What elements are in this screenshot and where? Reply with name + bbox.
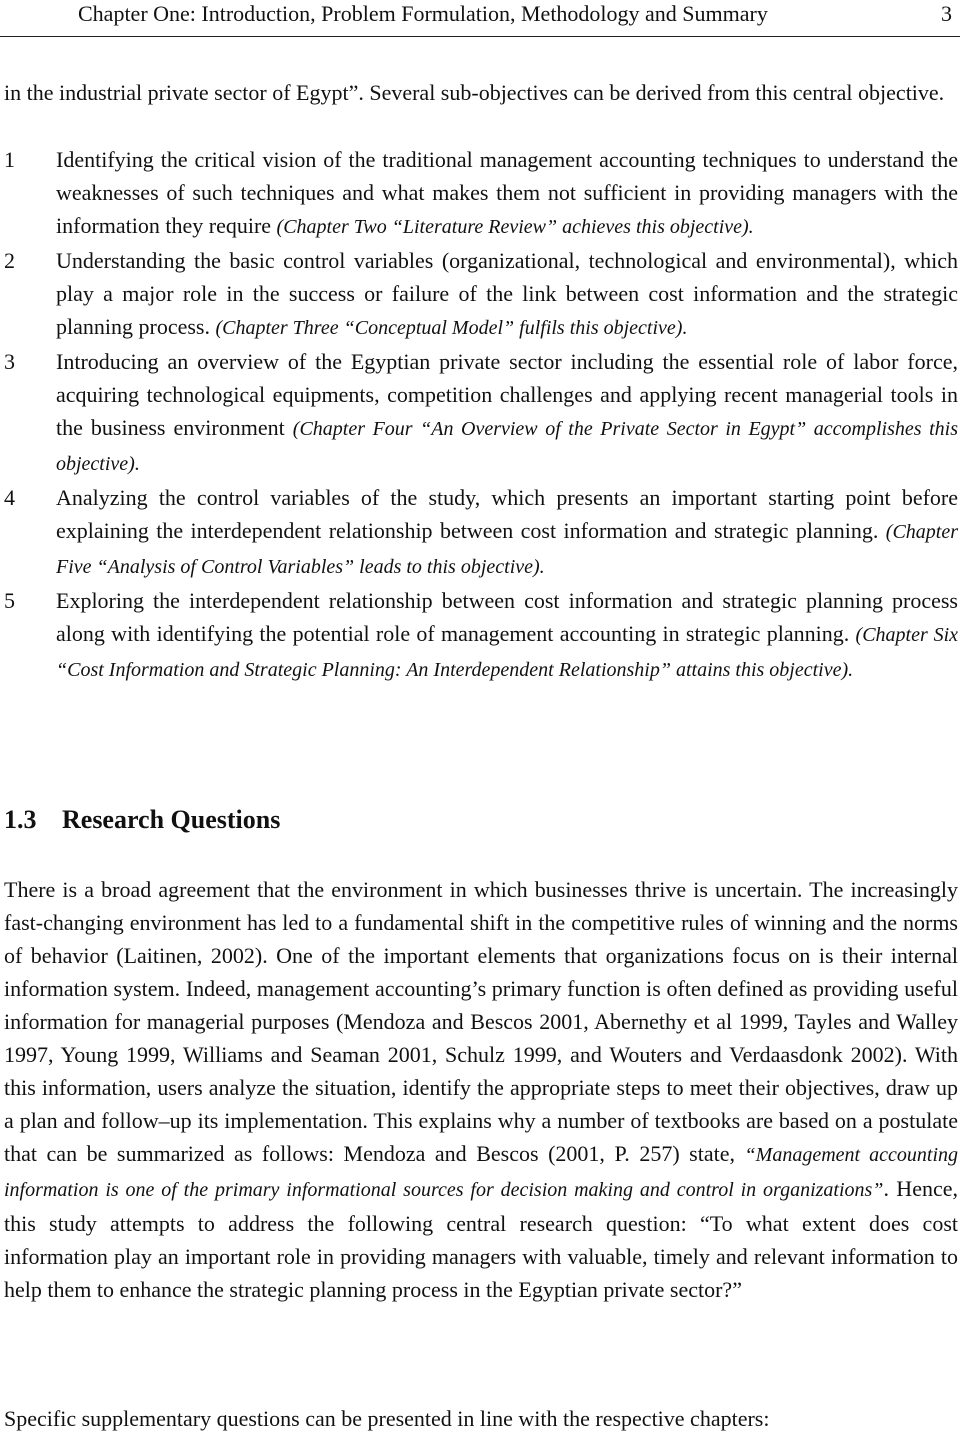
chapter-title: Chapter One: Introduction, Problem Formulation, Methodology and Summary: [78, 1, 768, 26]
objective-item: [4, 584, 958, 687]
objective-number: 5: [4, 588, 15, 613]
research-quote: “Management accounting information is one of the primary informational sources for decision making and control in organizations”: [4, 1144, 958, 1201]
research-paragraph: [4, 873, 958, 1306]
objective-item: [4, 345, 958, 481]
objective-text: Identifying the critical vision of the traditional management accounting techniques to understand the weaknesses of such techniques and what makes them not sufficient in providing managers with the information they require: [56, 147, 958, 238]
research-text-part2: . Hence, this study attempts to address the following central research question: “To what extent does cost information play an important role in providing managers with valuable, timely and relevant information to help them to enhance the strategic planning process in the Egyptian private sector?”: [4, 1176, 958, 1302]
objective-chapter-note: (Chapter Five “Analysis of Control Variables” leads to this objective).: [56, 521, 958, 578]
section-heading: [4, 802, 280, 838]
section-number: 1.3: [4, 805, 37, 834]
objective-text: Introducing an overview of the Egyptian private sector including the essential role of labor force, acquiring technological equipments, competition challenges and applying recent managerial tools in the business environment: [56, 349, 958, 440]
objective-number: 3: [4, 349, 15, 374]
closing-line: Specific supplementary questions can be presented in line with the respective chapters:: [4, 1406, 770, 1431]
page-number: 3: [941, 1, 952, 26]
research-text-part1: There is a broad agreement that the environment in which businesses thrive is uncertain. The increasingly fast-changing environment has led to a fundamental shift in the competitive rules of winning and the norms of behavior (Laitinen, 2002). One of the important elements that organizations focus on is their internal information system. Indeed, management accounting’s primary function is often defined as providing useful information for managerial purposes (Mendoza and Bescos 2001, Abernethy et al 1999, Tayles and Walley 1997, Young 1999, Williams and Seaman 2001, Schulz 1999, and Wouters and Verdaasdonk 2002). With this information, users analyze the situation, identify the appropriate steps to meet their objectives, draw up a plan and follow–up its implementation. This explains why a number of textbooks are based on a postulate that can be summarized as follows: Mendoza and Bescos (2001, P. 257) state,: [4, 877, 958, 1166]
objectives-list: [4, 143, 958, 687]
objective-text: Understanding the basic control variables (organizational, technological and environmental), which play a major role in the success or failure of the link between cost information and the strategic planning process.: [56, 248, 958, 339]
objective-text: Analyzing the control variables of the study, which presents an important starting point before explaining the interdependent relationship between cost information and strategic planning.: [56, 485, 958, 543]
section-title: Research Questions: [62, 805, 281, 834]
objective-number: 2: [4, 248, 15, 273]
objective-item: [4, 143, 958, 244]
lead-paragraph: in the industrial private sector of Egypt”. Several sub-objectives can be derived from this central objective.: [4, 80, 945, 105]
running-header: [0, 0, 960, 37]
objective-number: 1: [4, 147, 15, 172]
objective-chapter-note: (Chapter Four “An Overview of the Private Sector in Egypt” accomplishes this objective).: [56, 418, 958, 475]
objective-item: [4, 244, 958, 345]
objective-chapter-note: (Chapter Six “Cost Information and Strategic Planning: An Interdependent Relationship” attains this objective).: [56, 624, 958, 681]
objective-number: 4: [4, 485, 15, 510]
objective-text: Exploring the interdependent relationship between cost information and strategic planning process along with identifying the potential role of management accounting in strategic planning.: [56, 588, 958, 646]
objective-chapter-note: (Chapter Three “Conceptual Model” fulfils this objective).: [215, 317, 688, 339]
objective-item: [4, 481, 958, 584]
objective-chapter-note: (Chapter Two “Literature Review” achieves this objective).: [276, 216, 754, 238]
